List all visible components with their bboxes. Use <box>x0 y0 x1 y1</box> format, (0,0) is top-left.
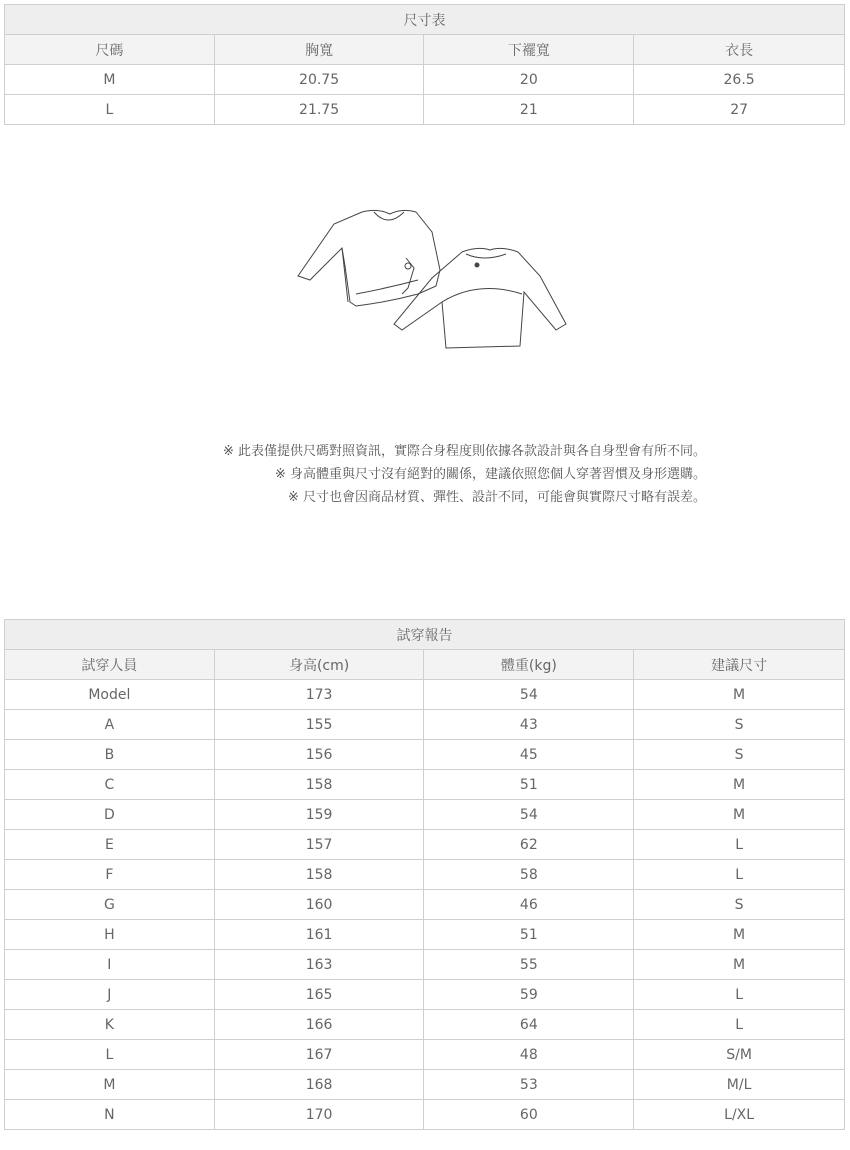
fit-table-title-row <box>5 620 845 650</box>
table-cell: 163 <box>214 950 424 980</box>
table-row <box>5 1100 845 1130</box>
size-notes <box>0 440 706 509</box>
table-cell: 156 <box>214 740 424 770</box>
table-cell: S <box>634 710 845 740</box>
table-cell: 21 <box>424 95 634 125</box>
size-table-header-row <box>5 35 845 65</box>
table-cell: 60 <box>424 1100 634 1130</box>
table-row <box>5 830 845 860</box>
size-header-chest: 胸寬 <box>214 35 424 65</box>
table-row <box>5 95 845 125</box>
table-cell: S/M <box>634 1040 845 1070</box>
size-header-hem: 下襬寬 <box>424 35 634 65</box>
note-line: ※ 此表僅提供尺碼對照資訊，實際合身程度則依據各款設計與各自身型會有所不同。 <box>222 444 706 459</box>
table-row <box>5 800 845 830</box>
table-row <box>5 1040 845 1070</box>
table-row <box>5 860 845 890</box>
table-row <box>5 890 845 920</box>
table-cell: 62 <box>424 830 634 860</box>
table-cell: 155 <box>214 710 424 740</box>
table-cell: 157 <box>214 830 424 860</box>
table-cell: 46 <box>424 890 634 920</box>
table-cell: 58 <box>424 860 634 890</box>
table-cell: S <box>634 740 845 770</box>
table-cell: L <box>634 830 845 860</box>
table-cell: 43 <box>424 710 634 740</box>
size-header-length: 衣長 <box>634 35 845 65</box>
table-cell: 54 <box>424 680 634 710</box>
table-cell: 59 <box>424 980 634 1010</box>
table-cell: 21.75 <box>214 95 424 125</box>
table-cell: 53 <box>424 1070 634 1100</box>
table-cell: 167 <box>214 1040 424 1070</box>
garment-sketch <box>290 198 570 358</box>
table-row <box>5 710 845 740</box>
table-cell: 27 <box>634 95 845 125</box>
table-cell: 170 <box>214 1100 424 1130</box>
table-cell: 173 <box>214 680 424 710</box>
table-cell: D <box>5 800 215 830</box>
table-cell: M <box>634 800 845 830</box>
table-cell: 51 <box>424 920 634 950</box>
table-row <box>5 740 845 770</box>
table-cell: L <box>634 1010 845 1040</box>
table-cell: L/XL <box>634 1100 845 1130</box>
table-cell: E <box>5 830 215 860</box>
table-cell: M <box>5 65 215 95</box>
table-row <box>5 920 845 950</box>
table-cell: J <box>5 980 215 1010</box>
table-cell: 168 <box>214 1070 424 1100</box>
table-cell: 48 <box>424 1040 634 1070</box>
table-cell: L <box>5 95 215 125</box>
table-cell: B <box>5 740 215 770</box>
table-row <box>5 980 845 1010</box>
table-cell: K <box>5 1010 215 1040</box>
table-row <box>5 1010 845 1040</box>
fit-table-title: 試穿報告 <box>5 620 845 650</box>
table-cell: N <box>5 1100 215 1130</box>
table-cell: 158 <box>214 770 424 800</box>
table-cell: S <box>634 890 845 920</box>
table-cell: M/L <box>634 1070 845 1100</box>
table-cell: M <box>5 1070 215 1100</box>
table-cell: M <box>634 770 845 800</box>
table-cell: L <box>634 980 845 1010</box>
table-cell: L <box>634 860 845 890</box>
table-cell: M <box>634 680 845 710</box>
table-cell: G <box>5 890 215 920</box>
table-cell: M <box>634 920 845 950</box>
table-cell: F <box>5 860 215 890</box>
table-cell: C <box>5 770 215 800</box>
table-cell: L <box>5 1040 215 1070</box>
table-cell: 160 <box>214 890 424 920</box>
table-row <box>5 950 845 980</box>
table-row <box>5 65 845 95</box>
note-line: ※ 尺寸也會因商品材質、彈性、設計不同，可能會與實際尺寸略有誤差。 <box>287 490 706 505</box>
fit-table-header-row <box>5 650 845 680</box>
note-line: ※ 身高體重與尺寸沒有絕對的關係，建議依照您個人穿著習慣及身形選購。 <box>274 467 706 482</box>
table-cell: 20 <box>424 65 634 95</box>
table-row <box>5 680 845 710</box>
size-header-size: 尺碼 <box>5 35 215 65</box>
table-cell: I <box>5 950 215 980</box>
table-cell: 45 <box>424 740 634 770</box>
table-row <box>5 1070 845 1100</box>
fit-header-person: 試穿人員 <box>5 650 215 680</box>
table-cell: 55 <box>424 950 634 980</box>
table-cell: 64 <box>424 1010 634 1040</box>
table-cell: H <box>5 920 215 950</box>
table-cell: 26.5 <box>634 65 845 95</box>
table-cell: 158 <box>214 860 424 890</box>
fit-report-table <box>4 619 845 1130</box>
table-cell: 161 <box>214 920 424 950</box>
table-row <box>5 770 845 800</box>
table-cell: 51 <box>424 770 634 800</box>
fit-header-weight: 體重(kg) <box>424 650 634 680</box>
table-cell: 166 <box>214 1010 424 1040</box>
table-cell: Model <box>5 680 215 710</box>
fit-header-height: 身高(cm) <box>214 650 424 680</box>
table-cell: 20.75 <box>214 65 424 95</box>
table-cell: 54 <box>424 800 634 830</box>
size-table <box>4 4 845 125</box>
table-cell: 165 <box>214 980 424 1010</box>
size-table-title-row <box>5 5 845 35</box>
fit-header-suggested-size: 建議尺寸 <box>634 650 845 680</box>
table-cell: A <box>5 710 215 740</box>
table-cell: M <box>634 950 845 980</box>
size-table-title: 尺寸表 <box>5 5 845 35</box>
table-cell: 159 <box>214 800 424 830</box>
